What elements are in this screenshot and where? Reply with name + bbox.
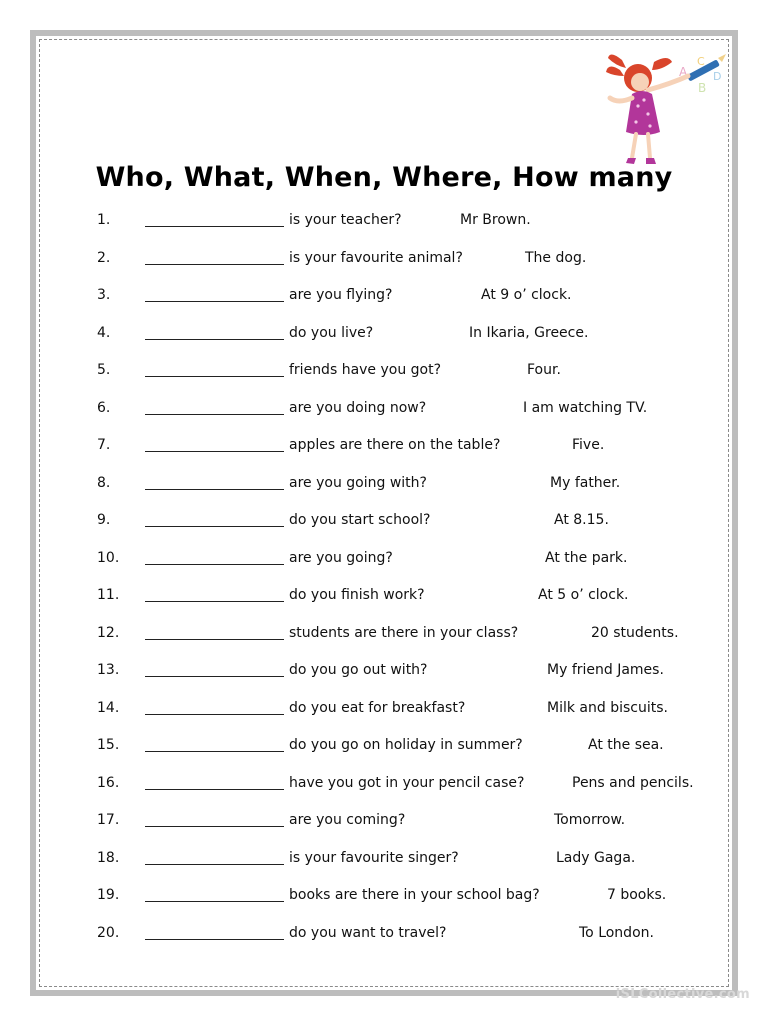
question-number: 2. bbox=[97, 249, 111, 266]
answer-blank[interactable] bbox=[145, 226, 284, 227]
answer-blank[interactable] bbox=[145, 939, 284, 940]
answer-blank[interactable] bbox=[145, 451, 284, 452]
question-row bbox=[0, 881, 768, 919]
question-number: 6. bbox=[97, 399, 111, 416]
question-text: is your teacher? bbox=[289, 212, 402, 228]
question-number: 19. bbox=[97, 887, 120, 903]
answer-blank[interactable] bbox=[145, 639, 284, 640]
clipart-letter-c: C bbox=[697, 55, 705, 68]
question-text: books are there in your school bag? bbox=[289, 887, 540, 903]
question-answer: At the sea. bbox=[588, 737, 664, 753]
question-text: do you live? bbox=[289, 324, 374, 341]
answer-blank[interactable] bbox=[145, 489, 284, 490]
question-answer: The dog. bbox=[525, 249, 587, 266]
question-row bbox=[0, 319, 768, 357]
question-text: apples are there on the table? bbox=[289, 437, 501, 453]
question-row bbox=[0, 769, 768, 807]
question-text: do you start school? bbox=[289, 512, 431, 528]
question-text: do you want to travel? bbox=[289, 924, 447, 941]
question-answer: Pens and pencils. bbox=[572, 774, 694, 791]
question-answer: Four. bbox=[527, 362, 561, 378]
question-text: do you eat for breakfast? bbox=[289, 699, 466, 716]
question-row bbox=[0, 919, 768, 957]
question-number: 7. bbox=[97, 437, 111, 453]
question-answer: My friend James. bbox=[547, 662, 664, 678]
question-list bbox=[0, 206, 768, 956]
question-text: do you go on holiday in summer? bbox=[289, 737, 523, 753]
question-row bbox=[0, 431, 768, 469]
question-row bbox=[0, 506, 768, 544]
question-number: 9. bbox=[97, 512, 111, 528]
arm-icon bbox=[648, 76, 688, 90]
question-answer: At 5 o’ clock. bbox=[538, 587, 629, 603]
arm-left-icon bbox=[610, 98, 632, 101]
question-answer: To London. bbox=[579, 924, 654, 941]
question-number: 8. bbox=[97, 474, 111, 491]
question-text: friends have you got? bbox=[289, 362, 442, 378]
answer-blank[interactable] bbox=[145, 564, 284, 565]
answer-blank[interactable] bbox=[145, 901, 284, 902]
question-answer: 7 books. bbox=[607, 887, 667, 903]
question-number: 13. bbox=[97, 662, 120, 678]
legs-icon bbox=[626, 134, 656, 164]
question-row bbox=[0, 206, 768, 244]
question-text: are you going with? bbox=[289, 474, 427, 491]
question-number: 16. bbox=[97, 774, 120, 791]
question-number: 1. bbox=[97, 212, 111, 228]
question-row bbox=[0, 544, 768, 582]
answer-blank[interactable] bbox=[145, 676, 284, 677]
question-answer: Mr Brown. bbox=[460, 212, 531, 228]
question-row bbox=[0, 581, 768, 619]
question-number: 3. bbox=[97, 287, 111, 303]
question-text: have you got in your pencil case? bbox=[289, 774, 525, 791]
question-text: are you doing now? bbox=[289, 399, 427, 416]
question-row bbox=[0, 394, 768, 432]
question-number: 15. bbox=[97, 737, 120, 753]
question-row bbox=[0, 656, 768, 694]
question-text: are you flying? bbox=[289, 287, 393, 303]
answer-blank[interactable] bbox=[145, 414, 284, 415]
answer-blank[interactable] bbox=[145, 826, 284, 827]
question-number: 20. bbox=[97, 924, 120, 941]
answer-blank[interactable] bbox=[145, 301, 284, 302]
question-answer: My father. bbox=[550, 474, 621, 491]
question-answer: Lady Gaga. bbox=[556, 849, 636, 866]
question-answer: I am watching TV. bbox=[523, 399, 648, 416]
question-number: 4. bbox=[97, 324, 111, 341]
question-text: are you coming? bbox=[289, 812, 406, 828]
clipart-letter-b: B bbox=[698, 81, 707, 95]
question-number: 11. bbox=[97, 587, 120, 603]
clipart-letter-a: A bbox=[679, 65, 688, 79]
question-row bbox=[0, 731, 768, 769]
question-row bbox=[0, 806, 768, 844]
answer-blank[interactable] bbox=[145, 714, 284, 715]
question-number: 10. bbox=[97, 549, 120, 566]
girl-writing-letters-icon bbox=[600, 40, 730, 168]
question-answer: 20 students. bbox=[591, 624, 679, 641]
question-number: 12. bbox=[97, 624, 120, 641]
question-answer: At 8.15. bbox=[554, 512, 609, 528]
question-answer: Milk and biscuits. bbox=[547, 699, 668, 716]
answer-blank[interactable] bbox=[145, 526, 284, 527]
answer-blank[interactable] bbox=[145, 601, 284, 602]
question-answer: In Ikaria, Greece. bbox=[469, 324, 589, 341]
question-row bbox=[0, 619, 768, 657]
question-number: 17. bbox=[97, 812, 120, 828]
footer-watermark: iSLCollective.com bbox=[615, 987, 750, 1002]
question-row bbox=[0, 844, 768, 882]
answer-blank[interactable] bbox=[145, 789, 284, 790]
answer-blank[interactable] bbox=[145, 864, 284, 865]
question-number: 14. bbox=[97, 699, 120, 716]
question-row bbox=[0, 694, 768, 732]
question-row bbox=[0, 469, 768, 507]
question-text: are you going? bbox=[289, 549, 393, 566]
question-answer: Tomorrow. bbox=[554, 812, 626, 828]
answer-blank[interactable] bbox=[145, 376, 284, 377]
question-text: is your favourite animal? bbox=[289, 249, 463, 266]
question-answer: At 9 o’ clock. bbox=[481, 287, 572, 303]
question-number: 5. bbox=[97, 362, 111, 378]
worksheet-title: Who, What, When, Where, How many bbox=[95, 162, 673, 193]
question-number: 18. bbox=[97, 849, 120, 866]
question-row bbox=[0, 356, 768, 394]
question-text: do you finish work? bbox=[289, 587, 425, 603]
question-text: is your favourite singer? bbox=[289, 849, 459, 866]
question-row bbox=[0, 281, 768, 319]
answer-blank[interactable] bbox=[145, 339, 284, 340]
clipart-letter-d: D bbox=[713, 70, 722, 83]
answer-blank[interactable] bbox=[145, 751, 284, 752]
question-row bbox=[0, 244, 768, 282]
answer-blank[interactable] bbox=[145, 264, 284, 265]
question-text: students are there in your class? bbox=[289, 624, 519, 641]
question-text: do you go out with? bbox=[289, 662, 428, 678]
question-answer: At the park. bbox=[545, 549, 628, 566]
question-answer: Five. bbox=[572, 437, 605, 453]
